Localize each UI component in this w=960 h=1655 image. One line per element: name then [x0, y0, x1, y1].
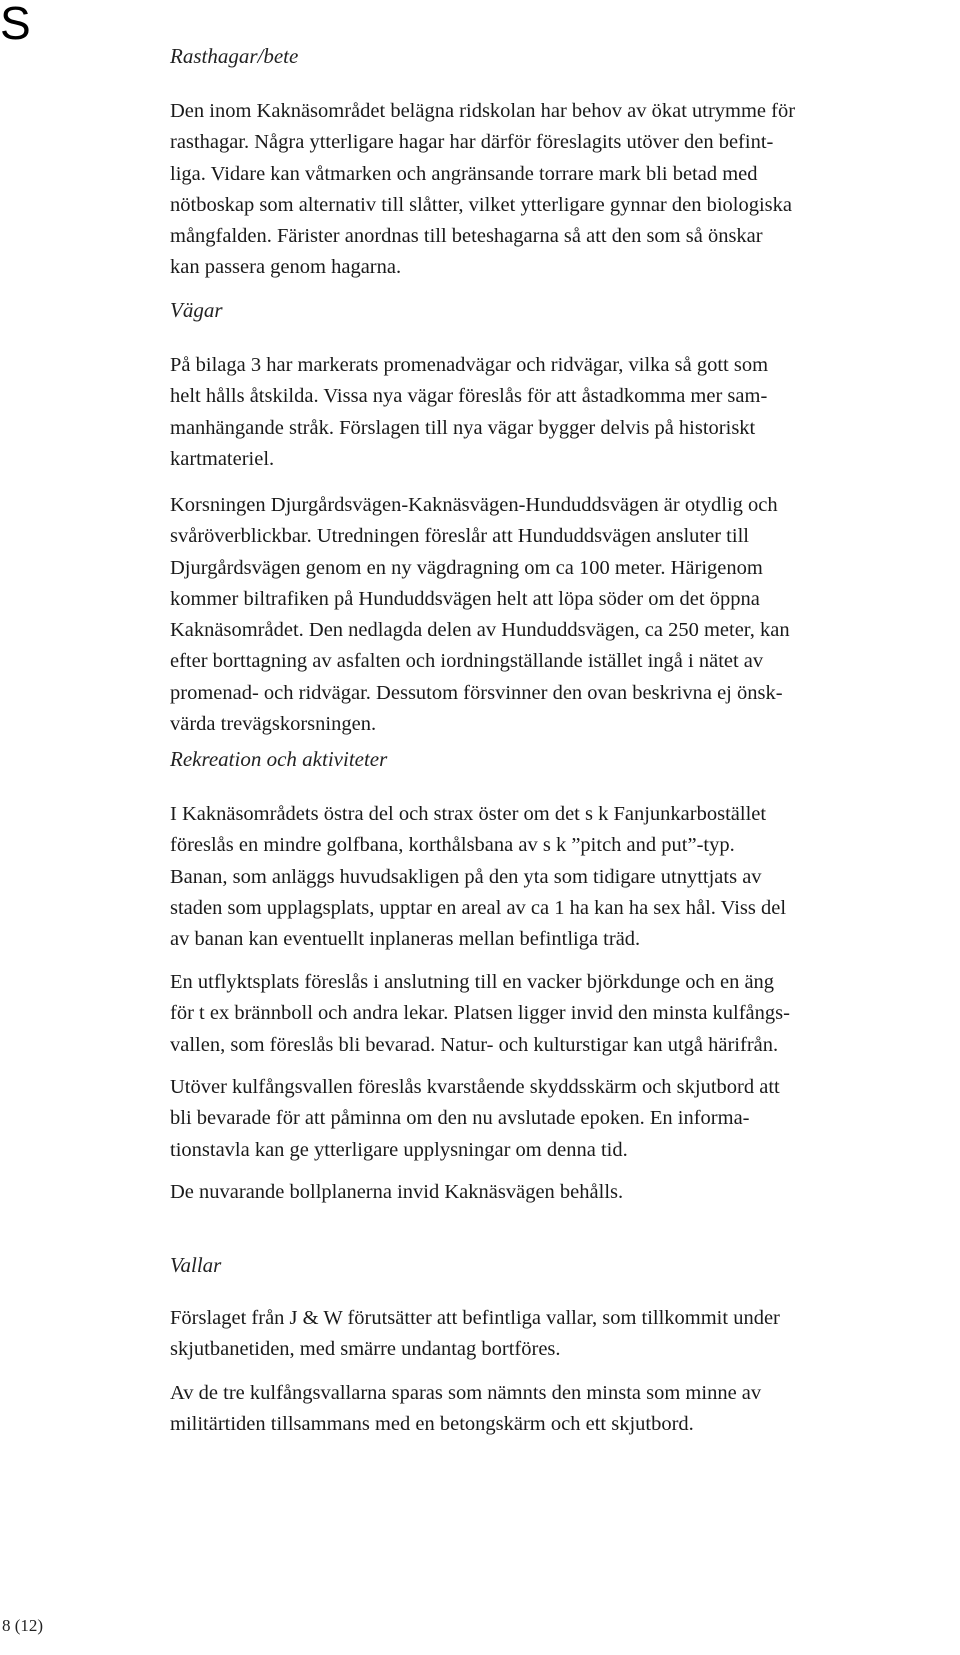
text-line: för t ex brännboll och andra lekar. Platsen ligger invid den minsta kulfångs-	[170, 1002, 790, 1025]
text-line: helt hålls åtskilda. Vissa nya vägar föreslås för att åstadkomma mer sam-	[170, 385, 768, 408]
text-line: svåröverblickbar. Utredningen föreslår att Hunduddsvägen ansluter till	[170, 525, 749, 548]
text-line: av banan kan eventuellt inplaneras mellan befintliga träd.	[170, 928, 641, 951]
text-line: Kaknäsområdet. Den nedlagda delen av Hunduddsvägen, ca 250 meter, kan	[170, 619, 790, 642]
text-line: De nuvarande bollplanerna invid Kaknäsvägen behålls.	[170, 1181, 624, 1203]
text-line: efter borttagning av asfalten och iordningställande istället ingå i nätet av	[170, 650, 764, 673]
paragraph	[170, 799, 940, 955]
text-line: rasthagar. Några ytterligare hagar har därför föreslagits utöver den befint-	[170, 131, 774, 154]
paragraph	[170, 490, 940, 740]
paragraph	[170, 1177, 940, 1208]
section-heading-rasthagar: Rasthagar/bete	[170, 44, 299, 68]
text-line: kartmateriel.	[170, 447, 275, 470]
text-line: kan passera genom hagarna.	[170, 256, 402, 279]
text-line: staden som upplagsplats, upptar en areal av ca 1 ha kan ha sex hål. Viss del	[170, 896, 787, 919]
text-line: Av de tre kulfångsvallarna sparas som nämnts den minsta som minne av	[170, 1382, 762, 1404]
paragraph	[170, 96, 940, 284]
text-line: tionstavla kan ge ytterligare upplysningar om denna tid.	[170, 1138, 628, 1161]
text-line: bli bevarade för att påminna om den nu avslutade epoken. En informa-	[170, 1107, 750, 1130]
paragraph	[170, 1378, 940, 1441]
text-line: manhängande stråk. Förslagen till nya vägar bygger delvis på historiskt	[170, 416, 756, 439]
text-line: Banan, som anläggs huvudsakligen på den yta som tidigare utnyttjats av	[170, 865, 762, 888]
text-line: militärtiden tillsammans med en betongskärm och ett skjutbord.	[170, 1413, 694, 1436]
text-line: Förslaget från J & W förutsätter att befintliga vallar, som tillkommit under	[170, 1307, 780, 1329]
text-line: Korsningen Djurgårdsvägen-Kaknäsvägen-Hunduddsvägen är otydlig och	[170, 494, 778, 516]
text-line: Djurgårdsvägen genom en ny vägdragning om ca 100 meter. Härigenom	[170, 556, 763, 579]
text-line: promenad- och ridvägar. Dessutom försvinner den ovan beskrivna ej önsk-	[170, 681, 783, 704]
text-line: vallen, som föreslås bli bevarad. Natur- och kulturstigar kan utgå härifrån.	[170, 1033, 779, 1056]
text-line: Den inom Kaknäsområdet belägna ridskolan har behov av ökat utrymme för	[170, 100, 796, 122]
corner-letter: S	[0, 0, 31, 49]
paragraph	[170, 1072, 940, 1166]
paragraph	[170, 967, 940, 1061]
section-heading-vallar: Vallar	[170, 1253, 222, 1277]
section-heading-rekreation: Rekreation och aktiviteter	[170, 747, 388, 771]
text-line: mångfalden. Färister anordnas till beteshagarna så att den som så önskar	[170, 225, 763, 248]
text-line: En utflyktsplats föreslås i anslutning till en vacker björkdunge och en äng	[170, 971, 775, 993]
paragraph	[170, 1303, 940, 1366]
paragraph	[170, 350, 940, 475]
text-line: liga. Vidare kan våtmarken och angränsande torrare mark bli betad med	[170, 162, 758, 185]
page-number: 8 (12)	[2, 1616, 44, 1635]
text-line: nötboskap som alternativ till slåtter, vilket ytterligare gynnar den biologiska	[170, 193, 793, 216]
text-line: kommer biltrafiken på Hunduddsvägen helt att löpa söder om det öppna	[170, 587, 760, 610]
text-line: föreslås en mindre golfbana, korthålsbana av s k ”pitch and put”-typ.	[170, 834, 735, 857]
section-heading-vagar: Vägar	[170, 298, 223, 322]
text-line: värda trevägskorsningen.	[170, 713, 377, 736]
text-line: skjutbanetiden, med smärre undantag bortföres.	[170, 1338, 561, 1361]
text-line: På bilaga 3 har markerats promenadvägar och ridvägar, vilka så gott som	[170, 354, 769, 376]
text-line: Utöver kulfångsvallen föreslås kvarstående skyddsskärm och skjutbord att	[170, 1076, 780, 1098]
text-line: I Kaknäsområdets östra del och strax öster om det s k Fanjunkarbostället	[170, 803, 767, 825]
